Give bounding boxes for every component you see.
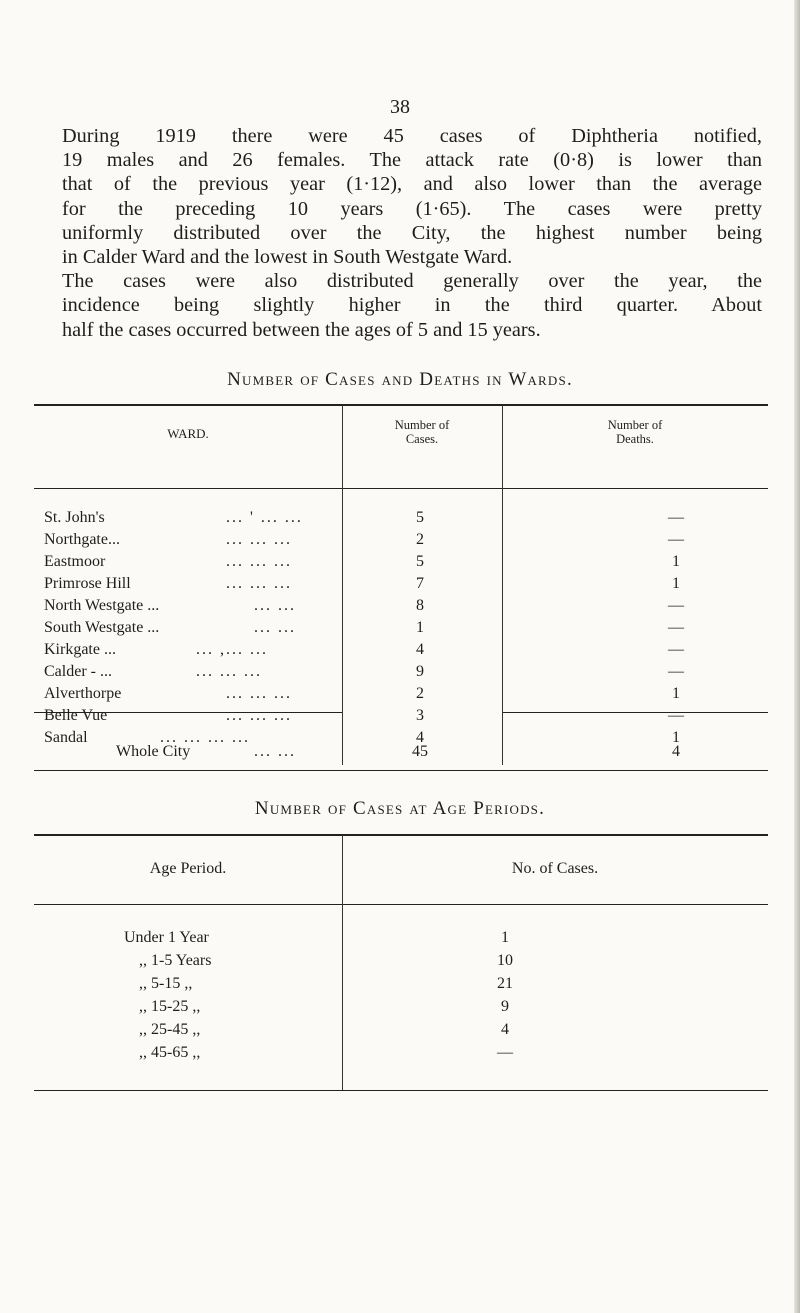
ward-name: Eastmoor xyxy=(44,553,106,570)
leader-dots: ... ... ... xyxy=(226,707,292,724)
age-period: ,, 5-15 ,, xyxy=(139,975,193,992)
table-top-rule xyxy=(34,834,768,836)
paragraph-line: 19 males and 26 females. The attack rate (0·8) is lower than xyxy=(62,149,762,172)
leader-dots: ... ... ... xyxy=(226,531,292,548)
cases-value: 4 xyxy=(501,1021,509,1038)
page-number: 38 xyxy=(390,96,410,118)
cases-value: 5 xyxy=(416,509,424,526)
age-period-header: Age Period. xyxy=(149,860,227,877)
paragraph-line: The cases were also distributed generally over the year, the xyxy=(62,270,762,293)
paragraph-line: incidence being slightly higher in the third quarter. About xyxy=(62,294,762,317)
leader-dots: ... ... ... ... xyxy=(160,729,250,746)
ward-name: South Westgate ... xyxy=(44,619,160,636)
cases-value: 4 xyxy=(416,729,424,746)
total-label: Whole City xyxy=(116,743,191,760)
cases-value: 2 xyxy=(416,531,424,548)
leader-dots: ... ... ... xyxy=(226,553,292,570)
cases-value: 9 xyxy=(416,663,424,680)
cases-value: — xyxy=(497,1044,513,1061)
ward-name: Northgate... xyxy=(44,531,120,548)
ward-name: Alverthorpe xyxy=(44,685,122,702)
deaths-value: — xyxy=(668,597,684,614)
total-cases: 45 xyxy=(412,743,428,760)
paragraph-line: During 1919 there were 45 cases of Diphtheria notified, xyxy=(62,125,762,147)
deaths-value: — xyxy=(668,707,684,724)
ward-name: Belle Vue xyxy=(44,707,108,724)
cases-value: 21 xyxy=(497,975,513,992)
subtotal-rule xyxy=(502,712,768,713)
cases-header-line: Number of xyxy=(394,418,450,432)
paragraph-line: that of the previous year (1·12), and also lower than the average xyxy=(62,173,762,196)
cases-value: 7 xyxy=(416,575,424,592)
cases-header xyxy=(342,418,502,446)
paragraph-line: in Calder Ward and the lowest in South Westgate Ward. xyxy=(62,246,513,269)
column-divider xyxy=(502,405,503,765)
cases-value: 1 xyxy=(416,619,424,636)
ward-name: North Westgate ... xyxy=(44,597,160,614)
cases-header-line: Cases. xyxy=(405,432,439,446)
age-period: ,, 1-5 Years xyxy=(139,952,212,969)
cases-value: 10 xyxy=(497,952,513,969)
no-of-cases-header: No. of Cases. xyxy=(511,860,599,877)
leader-dots: ... ' ... ... xyxy=(226,509,303,526)
deaths-value: — xyxy=(668,663,684,680)
deaths-header-line: Number of xyxy=(607,418,663,432)
leader-dots: ... ... ... xyxy=(196,663,262,680)
cases-value: 8 xyxy=(416,597,424,614)
age-period: ,, 15-25 ,, xyxy=(139,998,201,1015)
deaths-value: — xyxy=(668,619,684,636)
wards-table-title: Number of Cases and Deaths in Wards. xyxy=(227,369,573,390)
total-deaths: 4 xyxy=(672,743,680,760)
paragraph xyxy=(62,124,762,342)
deaths-value: — xyxy=(668,531,684,548)
deaths-value: 1 xyxy=(672,729,680,746)
cases-value: 4 xyxy=(416,641,424,658)
header-rule xyxy=(34,904,768,905)
deaths-header xyxy=(502,418,768,446)
ward-name: Kirkgate ... xyxy=(44,641,116,658)
ward-name: Sandal xyxy=(44,729,88,746)
table-top-rule xyxy=(34,404,768,406)
ward-name: Calder - ... xyxy=(44,663,112,680)
leader-dots: ... ... xyxy=(254,619,296,636)
deaths-header-line: Deaths. xyxy=(616,432,654,446)
paragraph-line: half the cases occurred between the ages of 5 and 15 years. xyxy=(62,318,541,341)
cases-value: 5 xyxy=(416,553,424,570)
ward-header: WARD. xyxy=(167,426,209,441)
table-bottom-rule xyxy=(34,1090,768,1091)
deaths-value: 1 xyxy=(672,575,680,592)
deaths-value: 1 xyxy=(672,553,680,570)
leader-dots: ... ... xyxy=(254,597,296,614)
cases-value: 9 xyxy=(501,998,509,1015)
cases-value: 3 xyxy=(416,707,424,724)
table-bottom-rule xyxy=(34,770,768,771)
cases-value: 1 xyxy=(501,929,509,946)
deaths-value: 1 xyxy=(672,685,680,702)
age-period: ,, 25-45 ,, xyxy=(139,1021,201,1038)
age-period: ,, 45-65 ,, xyxy=(139,1044,201,1061)
page-edge xyxy=(794,0,800,1313)
leader-dots: ... ,... ... xyxy=(196,641,268,658)
leader-dots: ... ... ... xyxy=(226,575,292,592)
cases-value: 2 xyxy=(416,685,424,702)
header-rule xyxy=(34,488,768,489)
leader-dots: ... ... xyxy=(254,743,296,760)
age-period: Under 1 Year xyxy=(124,929,209,946)
deaths-value: — xyxy=(668,509,684,526)
paragraph-line: uniformly distributed over the City, the highest number being xyxy=(62,221,762,244)
paragraph-line: for the preceding 10 years (1·65). The cases were pretty xyxy=(62,197,762,220)
column-divider xyxy=(342,405,343,765)
deaths-value: — xyxy=(668,641,684,658)
ward-name: Primrose Hill xyxy=(44,575,131,592)
ward-name: St. John's xyxy=(44,509,105,526)
age-table-title: Number of Cases at Age Periods. xyxy=(254,798,546,819)
leader-dots: ... ... ... xyxy=(226,685,292,702)
